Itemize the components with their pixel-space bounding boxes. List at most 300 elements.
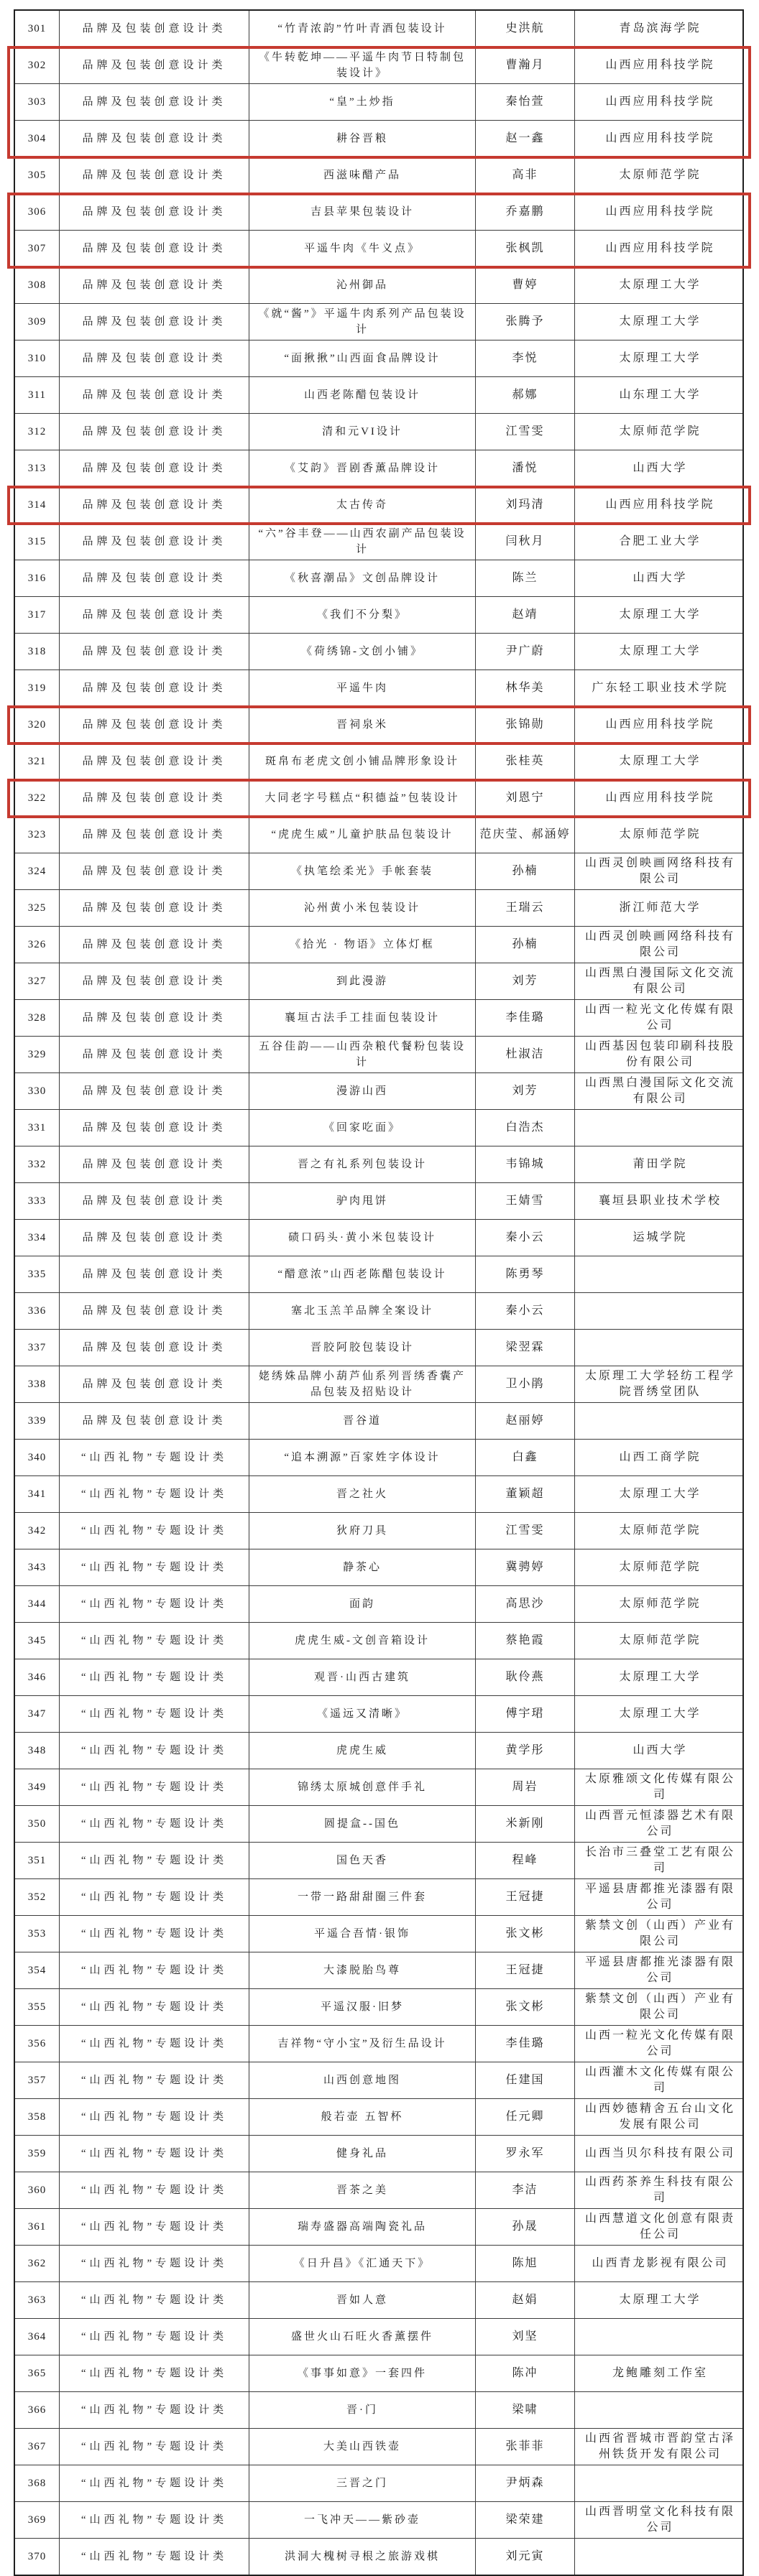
org-cell: 山西晋明堂文化科技有限公司 bbox=[584, 2506, 735, 2534]
row-number: 301 bbox=[15, 11, 60, 47]
table-row bbox=[15, 1843, 742, 1879]
title-cell: 《日升昌》《汇通天下》 bbox=[249, 2246, 476, 2281]
org-cell: 太原理工大学 bbox=[619, 315, 702, 328]
author-cell: 张桂英 bbox=[476, 743, 575, 779]
org-cell: 山西当贝尔科技有限公司 bbox=[584, 2147, 735, 2159]
org-cell: 太原理工大学 bbox=[619, 1488, 702, 1500]
table-row bbox=[15, 11, 742, 47]
author-cell: 刘恩宁 bbox=[476, 780, 575, 816]
org-cell: 太原理工大学 bbox=[619, 2294, 702, 2306]
author-cell: 张锦勋 bbox=[476, 707, 575, 743]
org-cell: 山西应用科技学院 bbox=[605, 59, 715, 71]
table-row bbox=[15, 1037, 742, 1073]
org-cell: 太原师范学院 bbox=[619, 1524, 702, 1537]
category-cell: 品牌及包装创意设计类 bbox=[60, 304, 249, 340]
org-cell bbox=[575, 2319, 745, 2355]
row-number: 317 bbox=[15, 597, 60, 633]
table-row bbox=[15, 1073, 742, 1110]
title-cell: 《秋喜潮品》文创品牌设计 bbox=[249, 560, 476, 596]
title-cell: 虎虎生威-文创音箱设计 bbox=[249, 1623, 476, 1659]
org-cell: 太原理工大学 bbox=[619, 755, 702, 767]
row-number: 354 bbox=[15, 1952, 60, 1988]
row-number: 338 bbox=[15, 1366, 60, 1402]
row-number: 313 bbox=[15, 450, 60, 486]
org-cell: 山西应用科技学院 bbox=[605, 499, 715, 511]
category-cell: “山西礼物”专题设计类 bbox=[60, 2136, 249, 2172]
title-cell: 《我们不分梨》 bbox=[249, 597, 476, 633]
author-cell: 韦锦城 bbox=[476, 1146, 575, 1182]
table-row bbox=[15, 634, 742, 670]
category-cell: 品牌及包装创意设计类 bbox=[60, 487, 249, 523]
row-number: 302 bbox=[15, 47, 60, 83]
row-number: 359 bbox=[15, 2136, 60, 2172]
title-cell: 晋胶阿胶包装设计 bbox=[249, 1330, 476, 1366]
table-row bbox=[15, 2355, 742, 2392]
table-row bbox=[15, 817, 742, 853]
title-cell: 襄垣古法手工挂面包装设计 bbox=[249, 1000, 476, 1036]
row-number: 367 bbox=[15, 2429, 60, 2465]
table-row bbox=[15, 2502, 742, 2539]
row-number: 312 bbox=[15, 414, 60, 450]
author-cell: 梁翌霖 bbox=[476, 1330, 575, 1366]
category-cell: 品牌及包装创意设计类 bbox=[60, 1110, 249, 1146]
row-number: 369 bbox=[15, 2502, 60, 2538]
category-cell: 品牌及包装创意设计类 bbox=[60, 47, 249, 83]
category-cell: “山西礼物”专题设计类 bbox=[60, 1769, 249, 1805]
org-cell: 山西黑白漫国际文化交流有限公司 bbox=[584, 967, 735, 995]
title-cell: 《拾光 · 物语》立体灯框 bbox=[249, 927, 476, 963]
row-number: 306 bbox=[15, 194, 60, 230]
title-cell: 《艾韵》晋剧香薰品牌设计 bbox=[249, 450, 476, 486]
row-number: 345 bbox=[15, 1623, 60, 1659]
category-cell: 品牌及包装创意设计类 bbox=[60, 414, 249, 450]
org-cell bbox=[575, 1110, 745, 1146]
category-cell: 品牌及包装创意设计类 bbox=[60, 340, 249, 376]
org-cell: 山西应用科技学院 bbox=[605, 242, 715, 254]
category-cell: “山西礼物”专题设计类 bbox=[60, 2209, 249, 2245]
title-cell: “皇”土炒指 bbox=[249, 84, 476, 120]
title-cell: 三晋之门 bbox=[249, 2465, 476, 2501]
category-cell: 品牌及包装创意设计类 bbox=[60, 84, 249, 120]
row-number: 308 bbox=[15, 267, 60, 303]
row-number: 326 bbox=[15, 927, 60, 963]
category-cell: “山西礼物”专题设计类 bbox=[60, 2539, 249, 2575]
org-cell: 山西应用科技学院 bbox=[605, 718, 715, 731]
row-number: 355 bbox=[15, 1989, 60, 2025]
category-cell: 品牌及包装创意设计类 bbox=[60, 560, 249, 596]
title-cell: 大漆脱胎鸟尊 bbox=[249, 1952, 476, 1988]
title-cell: 晋·门 bbox=[249, 2392, 476, 2428]
author-cell: 赵娟 bbox=[476, 2282, 575, 2318]
org-cell: 太原师范学院 bbox=[619, 828, 702, 840]
category-cell: “山西礼物”专题设计类 bbox=[60, 1586, 249, 1622]
title-cell: 健身礼品 bbox=[249, 2136, 476, 2172]
author-cell: 高非 bbox=[476, 157, 575, 193]
row-number: 366 bbox=[15, 2392, 60, 2428]
category-cell: 品牌及包装创意设计类 bbox=[60, 707, 249, 743]
title-cell: 漫游山西 bbox=[249, 1073, 476, 1109]
category-cell: 品牌及包装创意设计类 bbox=[60, 194, 249, 230]
category-cell: 品牌及包装创意设计类 bbox=[60, 267, 249, 303]
category-cell: 品牌及包装创意设计类 bbox=[60, 853, 249, 889]
row-number: 319 bbox=[15, 670, 60, 706]
title-cell: “醋意浓”山西老陈醋包装设计 bbox=[249, 1256, 476, 1292]
row-number: 368 bbox=[15, 2465, 60, 2501]
org-cell: 平遥县唐都推光漆器有限公司 bbox=[584, 1883, 735, 1911]
org-cell: 浙江师范大学 bbox=[619, 902, 702, 914]
author-cell: 梁荣建 bbox=[476, 2502, 575, 2538]
category-cell: 品牌及包装创意设计类 bbox=[60, 890, 249, 926]
table-row bbox=[15, 1989, 742, 2026]
category-cell: “山西礼物”专题设计类 bbox=[60, 2319, 249, 2355]
table-row bbox=[15, 963, 742, 1000]
category-cell: 品牌及包装创意设计类 bbox=[60, 1220, 249, 1256]
title-cell: 平遥合吾情·银饰 bbox=[249, 1916, 476, 1952]
row-number: 328 bbox=[15, 1000, 60, 1036]
author-cell: 王冠捷 bbox=[476, 1952, 575, 1988]
category-cell: “山西礼物”专题设计类 bbox=[60, 2062, 249, 2098]
org-cell: 山西大学 bbox=[632, 1744, 688, 1756]
row-number: 363 bbox=[15, 2282, 60, 2318]
author-cell: 米新刚 bbox=[476, 1806, 575, 1842]
org-cell: 山西灵创映画网络科技有限公司 bbox=[584, 930, 735, 958]
category-cell: “山西礼物”专题设计类 bbox=[60, 1549, 249, 1585]
table-row bbox=[15, 1769, 742, 1806]
highlighted-rows-group bbox=[15, 780, 742, 817]
category-cell: 品牌及包装创意设计类 bbox=[60, 524, 249, 560]
title-cell: 瑞寿盛器高端陶瓷礼品 bbox=[249, 2209, 476, 2245]
author-cell: 蔡艳霞 bbox=[476, 1623, 575, 1659]
category-cell: “山西礼物”专题设计类 bbox=[60, 1476, 249, 1512]
row-number: 324 bbox=[15, 853, 60, 889]
title-cell: 《回家吃面》 bbox=[249, 1110, 476, 1146]
author-cell: 张菲菲 bbox=[476, 2429, 575, 2465]
title-cell: 沁州黄小米包装设计 bbox=[249, 890, 476, 926]
title-cell: 一飞冲天——紫砂壶 bbox=[249, 2502, 476, 2538]
title-cell: 西滋味醋产品 bbox=[249, 157, 476, 193]
row-number: 352 bbox=[15, 1879, 60, 1915]
table-row bbox=[15, 1366, 742, 1403]
row-number: 336 bbox=[15, 1293, 60, 1329]
table-row bbox=[15, 487, 742, 524]
category-cell: 品牌及包装创意设计类 bbox=[60, 1366, 249, 1402]
row-number: 323 bbox=[15, 817, 60, 853]
author-cell: 郝娜 bbox=[476, 377, 575, 413]
title-cell: “虎虎生威”儿童护肤品包装设计 bbox=[249, 817, 476, 853]
category-cell: “山西礼物”专题设计类 bbox=[60, 1879, 249, 1915]
author-cell: 冀骋婷 bbox=[476, 1549, 575, 1585]
table-row bbox=[15, 267, 742, 304]
org-cell: 莆田学院 bbox=[632, 1158, 688, 1170]
category-cell: “山西礼物”专题设计类 bbox=[60, 2429, 249, 2465]
row-number: 339 bbox=[15, 1403, 60, 1439]
author-cell: 秦小云 bbox=[476, 1220, 575, 1256]
category-cell: “山西礼物”专题设计类 bbox=[60, 1916, 249, 1952]
author-cell: 陈旭 bbox=[476, 2246, 575, 2281]
author-cell: 刘芳 bbox=[476, 1073, 575, 1109]
table-row bbox=[15, 1586, 742, 1623]
table-row bbox=[15, 780, 742, 817]
row-number: 332 bbox=[15, 1146, 60, 1182]
title-cell: 山西老陈醋包装设计 bbox=[249, 377, 476, 413]
category-cell: 品牌及包装创意设计类 bbox=[60, 1146, 249, 1182]
table-row bbox=[15, 1952, 742, 1989]
category-cell: “山西礼物”专题设计类 bbox=[60, 1843, 249, 1878]
table-row bbox=[15, 1476, 742, 1513]
org-cell: 山西应用科技学院 bbox=[605, 205, 715, 218]
table-row bbox=[15, 194, 742, 231]
table-row bbox=[15, 1183, 742, 1220]
category-cell: 品牌及包装创意设计类 bbox=[60, 1403, 249, 1439]
author-cell: 张文彬 bbox=[476, 1916, 575, 1952]
table-row bbox=[15, 1733, 742, 1769]
author-cell: 梁啸 bbox=[476, 2392, 575, 2428]
table-row bbox=[15, 450, 742, 487]
title-cell: 《就“酱”》平遥牛肉系列产品包装设计 bbox=[249, 304, 476, 340]
category-cell: 品牌及包装创意设计类 bbox=[60, 1256, 249, 1292]
org-cell: 山西工商学院 bbox=[619, 1451, 702, 1463]
org-cell: 广东轻工职业技术学院 bbox=[592, 682, 729, 694]
author-cell: 黄学彤 bbox=[476, 1733, 575, 1769]
title-cell: 面韵 bbox=[249, 1586, 476, 1622]
row-number: 305 bbox=[15, 157, 60, 193]
table-row bbox=[15, 340, 742, 377]
org-cell: 太原师范学院 bbox=[619, 1634, 702, 1646]
author-cell: 秦小云 bbox=[476, 1293, 575, 1329]
title-cell: 圆提盒--国色 bbox=[249, 1806, 476, 1842]
row-number: 349 bbox=[15, 1769, 60, 1805]
title-cell: 《遥远又清晰》 bbox=[249, 1696, 476, 1732]
row-number: 309 bbox=[15, 304, 60, 340]
table-row bbox=[15, 414, 742, 450]
org-cell bbox=[575, 1330, 745, 1366]
author-cell: 孙楠 bbox=[476, 853, 575, 889]
org-cell: 山西灵创映画网络科技有限公司 bbox=[584, 857, 735, 885]
category-cell: “山西礼物”专题设计类 bbox=[60, 1659, 249, 1695]
table-row bbox=[15, 524, 742, 560]
title-cell: “面揪揪”山西面食品牌设计 bbox=[249, 340, 476, 376]
table-row bbox=[15, 2062, 742, 2099]
author-cell: 王瑞云 bbox=[476, 890, 575, 926]
title-cell: 山西创意地图 bbox=[249, 2062, 476, 2098]
row-number: 343 bbox=[15, 1549, 60, 1585]
author-cell: 陈勇琴 bbox=[476, 1256, 575, 1292]
row-number: 321 bbox=[15, 743, 60, 779]
author-cell: 江雪雯 bbox=[476, 414, 575, 450]
category-cell: “山西礼物”专题设计类 bbox=[60, 2099, 249, 2135]
category-cell: “山西礼物”专题设计类 bbox=[60, 2355, 249, 2391]
author-cell: 王冠捷 bbox=[476, 1879, 575, 1915]
row-number: 337 bbox=[15, 1330, 60, 1366]
org-cell: 长治市三叠堂工艺有限公司 bbox=[584, 1846, 735, 1874]
table-row bbox=[15, 1440, 742, 1476]
category-cell: “山西礼物”专题设计类 bbox=[60, 1733, 249, 1769]
org-cell: 太原理工大学 bbox=[619, 1671, 702, 1683]
org-cell: 太原师范学院 bbox=[619, 169, 702, 181]
title-cell: 驴肉甩饼 bbox=[249, 1183, 476, 1219]
row-number: 320 bbox=[15, 707, 60, 743]
table-row bbox=[15, 2026, 742, 2062]
org-cell: 山西晋元恒漆器艺术有限公司 bbox=[584, 1810, 735, 1838]
title-cell: 一带一路甜甜圈三件套 bbox=[249, 1879, 476, 1915]
row-number: 303 bbox=[15, 84, 60, 120]
row-number: 346 bbox=[15, 1659, 60, 1695]
org-cell: 太原理工大学 bbox=[619, 279, 702, 291]
author-cell: 周岩 bbox=[476, 1769, 575, 1805]
category-cell: 品牌及包装创意设计类 bbox=[60, 11, 249, 47]
author-cell: 刘坚 bbox=[476, 2319, 575, 2355]
org-cell: 太原师范学院 bbox=[619, 425, 702, 437]
author-cell: 刘芳 bbox=[476, 963, 575, 999]
title-cell: “六”谷丰登——山西农副产品包装设计 bbox=[249, 524, 476, 560]
title-cell: 平遥牛肉《牛义点》 bbox=[249, 231, 476, 267]
org-cell: 紫禁文创（山西）产业有限公司 bbox=[584, 1919, 735, 1947]
author-cell: 赵靖 bbox=[476, 597, 575, 633]
org-cell: 山西灌木文化传媒有限公司 bbox=[584, 2066, 735, 2094]
highlighted-rows-group bbox=[15, 194, 742, 267]
org-cell: 山东理工大学 bbox=[619, 389, 702, 401]
table-row bbox=[15, 2429, 742, 2465]
table-row bbox=[15, 560, 742, 597]
table-row bbox=[15, 1659, 742, 1696]
row-number: 310 bbox=[15, 340, 60, 376]
author-cell: 李佳璐 bbox=[476, 2026, 575, 2062]
author-cell: 林华美 bbox=[476, 670, 575, 706]
row-number: 307 bbox=[15, 231, 60, 267]
author-cell: 李悦 bbox=[476, 340, 575, 376]
author-cell: 白鑫 bbox=[476, 1440, 575, 1475]
title-cell: 吉祥物“守小宝”及衍生品设计 bbox=[249, 2026, 476, 2062]
org-cell: 山西黑白漫国际文化交流有限公司 bbox=[584, 1077, 735, 1105]
author-cell: 曹婷 bbox=[476, 267, 575, 303]
author-cell: 任元卿 bbox=[476, 2099, 575, 2135]
title-cell: 晋茶之美 bbox=[249, 2172, 476, 2208]
row-number: 314 bbox=[15, 487, 60, 523]
title-cell: 太古传奇 bbox=[249, 487, 476, 523]
author-cell: 刘元寅 bbox=[476, 2539, 575, 2575]
title-cell: 国色天香 bbox=[249, 1843, 476, 1878]
row-number: 334 bbox=[15, 1220, 60, 1256]
org-cell bbox=[575, 1293, 745, 1329]
table-row bbox=[15, 707, 742, 743]
category-cell: 品牌及包装创意设计类 bbox=[60, 157, 249, 193]
category-cell: 品牌及包装创意设计类 bbox=[60, 1293, 249, 1329]
title-cell: 静茶心 bbox=[249, 1549, 476, 1585]
category-cell: 品牌及包装创意设计类 bbox=[60, 377, 249, 413]
category-cell: 品牌及包装创意设计类 bbox=[60, 1037, 249, 1072]
table-row bbox=[15, 2172, 742, 2209]
table-row bbox=[15, 2319, 742, 2355]
author-cell: 闫秋月 bbox=[476, 524, 575, 560]
category-cell: “山西礼物”专题设计类 bbox=[60, 1806, 249, 1842]
author-cell: 尹广蔚 bbox=[476, 634, 575, 670]
row-number: 333 bbox=[15, 1183, 60, 1219]
title-cell: 《荷绣锦-文创小铺》 bbox=[249, 634, 476, 670]
table-row bbox=[15, 1623, 742, 1659]
row-number: 365 bbox=[15, 2355, 60, 2391]
title-cell: 清和元VI设计 bbox=[249, 414, 476, 450]
table-row bbox=[15, 1916, 742, 1952]
author-cell: 潘悦 bbox=[476, 450, 575, 486]
table-row bbox=[15, 1256, 742, 1293]
author-cell: 赵一鑫 bbox=[476, 121, 575, 157]
table-row bbox=[15, 2099, 742, 2136]
title-cell: 到此漫游 bbox=[249, 963, 476, 999]
table-row bbox=[15, 2392, 742, 2429]
row-number: 330 bbox=[15, 1073, 60, 1109]
title-cell: 姥绣姝品牌小葫芦仙系列晋绣香囊产品包装及招贴设计 bbox=[249, 1366, 476, 1402]
org-cell: 山西慧道文化创意有限责任公司 bbox=[584, 2213, 735, 2241]
table-row bbox=[15, 2465, 742, 2502]
org-cell: 襄垣县职业技术学校 bbox=[598, 1195, 722, 1207]
org-cell: 山西一粒光文化传媒有限公司 bbox=[584, 2029, 735, 2057]
author-cell: 李洁 bbox=[476, 2172, 575, 2208]
category-cell: “山西礼物”专题设计类 bbox=[60, 1513, 249, 1549]
category-cell: “山西礼物”专题设计类 bbox=[60, 2465, 249, 2501]
table-row bbox=[15, 890, 742, 927]
table-row bbox=[15, 84, 742, 121]
category-cell: “山西礼物”专题设计类 bbox=[60, 1440, 249, 1475]
author-cell: 尹炳森 bbox=[476, 2465, 575, 2501]
author-cell: 史洪航 bbox=[476, 11, 575, 47]
category-cell: “山西礼物”专题设计类 bbox=[60, 1696, 249, 1732]
highlighted-rows-group bbox=[15, 47, 742, 157]
title-cell: “竹青浓韵”竹叶青酒包装设计 bbox=[249, 11, 476, 47]
title-cell: 晋之社火 bbox=[249, 1476, 476, 1512]
category-cell: 品牌及包装创意设计类 bbox=[60, 634, 249, 670]
author-cell: 张枫凯 bbox=[476, 231, 575, 267]
table-row bbox=[15, 121, 742, 157]
table-row bbox=[15, 1403, 742, 1440]
author-cell: 高思沙 bbox=[476, 1586, 575, 1622]
org-cell: 山西应用科技学院 bbox=[605, 792, 715, 804]
title-cell: 斑帛布老虎文创小铺品牌形象设计 bbox=[249, 743, 476, 779]
author-cell: 孙晟 bbox=[476, 2209, 575, 2245]
row-number: 356 bbox=[15, 2026, 60, 2062]
title-cell: 洪洞大槐树寻根之旅游戏棋 bbox=[249, 2539, 476, 2575]
title-cell: 《牛转乾坤——平遥牛肉节日特制包装设计》 bbox=[249, 47, 476, 83]
author-cell: 李佳璐 bbox=[476, 1000, 575, 1036]
org-cell: 运城学院 bbox=[632, 1231, 688, 1243]
table-row bbox=[15, 1000, 742, 1037]
org-cell: 山西大学 bbox=[632, 572, 688, 584]
author-cell: 任建国 bbox=[476, 2062, 575, 2098]
title-cell: 晋如人意 bbox=[249, 2282, 476, 2318]
category-cell: “山西礼物”专题设计类 bbox=[60, 2282, 249, 2318]
org-cell: 太原理工大学 bbox=[619, 608, 702, 621]
row-number: 322 bbox=[15, 780, 60, 816]
title-cell: 塞北玉羔羊品牌全案设计 bbox=[249, 1293, 476, 1329]
category-cell: 品牌及包装创意设计类 bbox=[60, 780, 249, 816]
title-cell: 耕谷晋粮 bbox=[249, 121, 476, 157]
table-row bbox=[15, 1879, 742, 1916]
results-table bbox=[14, 9, 744, 2576]
category-cell: “山西礼物”专题设计类 bbox=[60, 2172, 249, 2208]
table-row bbox=[15, 853, 742, 890]
org-cell: 太原理工大学 bbox=[619, 645, 702, 657]
org-cell: 平遥县唐都推光漆器有限公司 bbox=[584, 1956, 735, 1984]
category-cell: 品牌及包装创意设计类 bbox=[60, 1330, 249, 1366]
table-row bbox=[15, 1696, 742, 1733]
table-row bbox=[15, 2246, 742, 2282]
title-cell: 晋谷道 bbox=[249, 1403, 476, 1439]
category-cell: “山西礼物”专题设计类 bbox=[60, 2392, 249, 2428]
category-cell: “山西礼物”专题设计类 bbox=[60, 2026, 249, 2062]
category-cell: 品牌及包装创意设计类 bbox=[60, 1073, 249, 1109]
table-row bbox=[15, 670, 742, 707]
row-number: 318 bbox=[15, 634, 60, 670]
table-row bbox=[15, 231, 742, 267]
